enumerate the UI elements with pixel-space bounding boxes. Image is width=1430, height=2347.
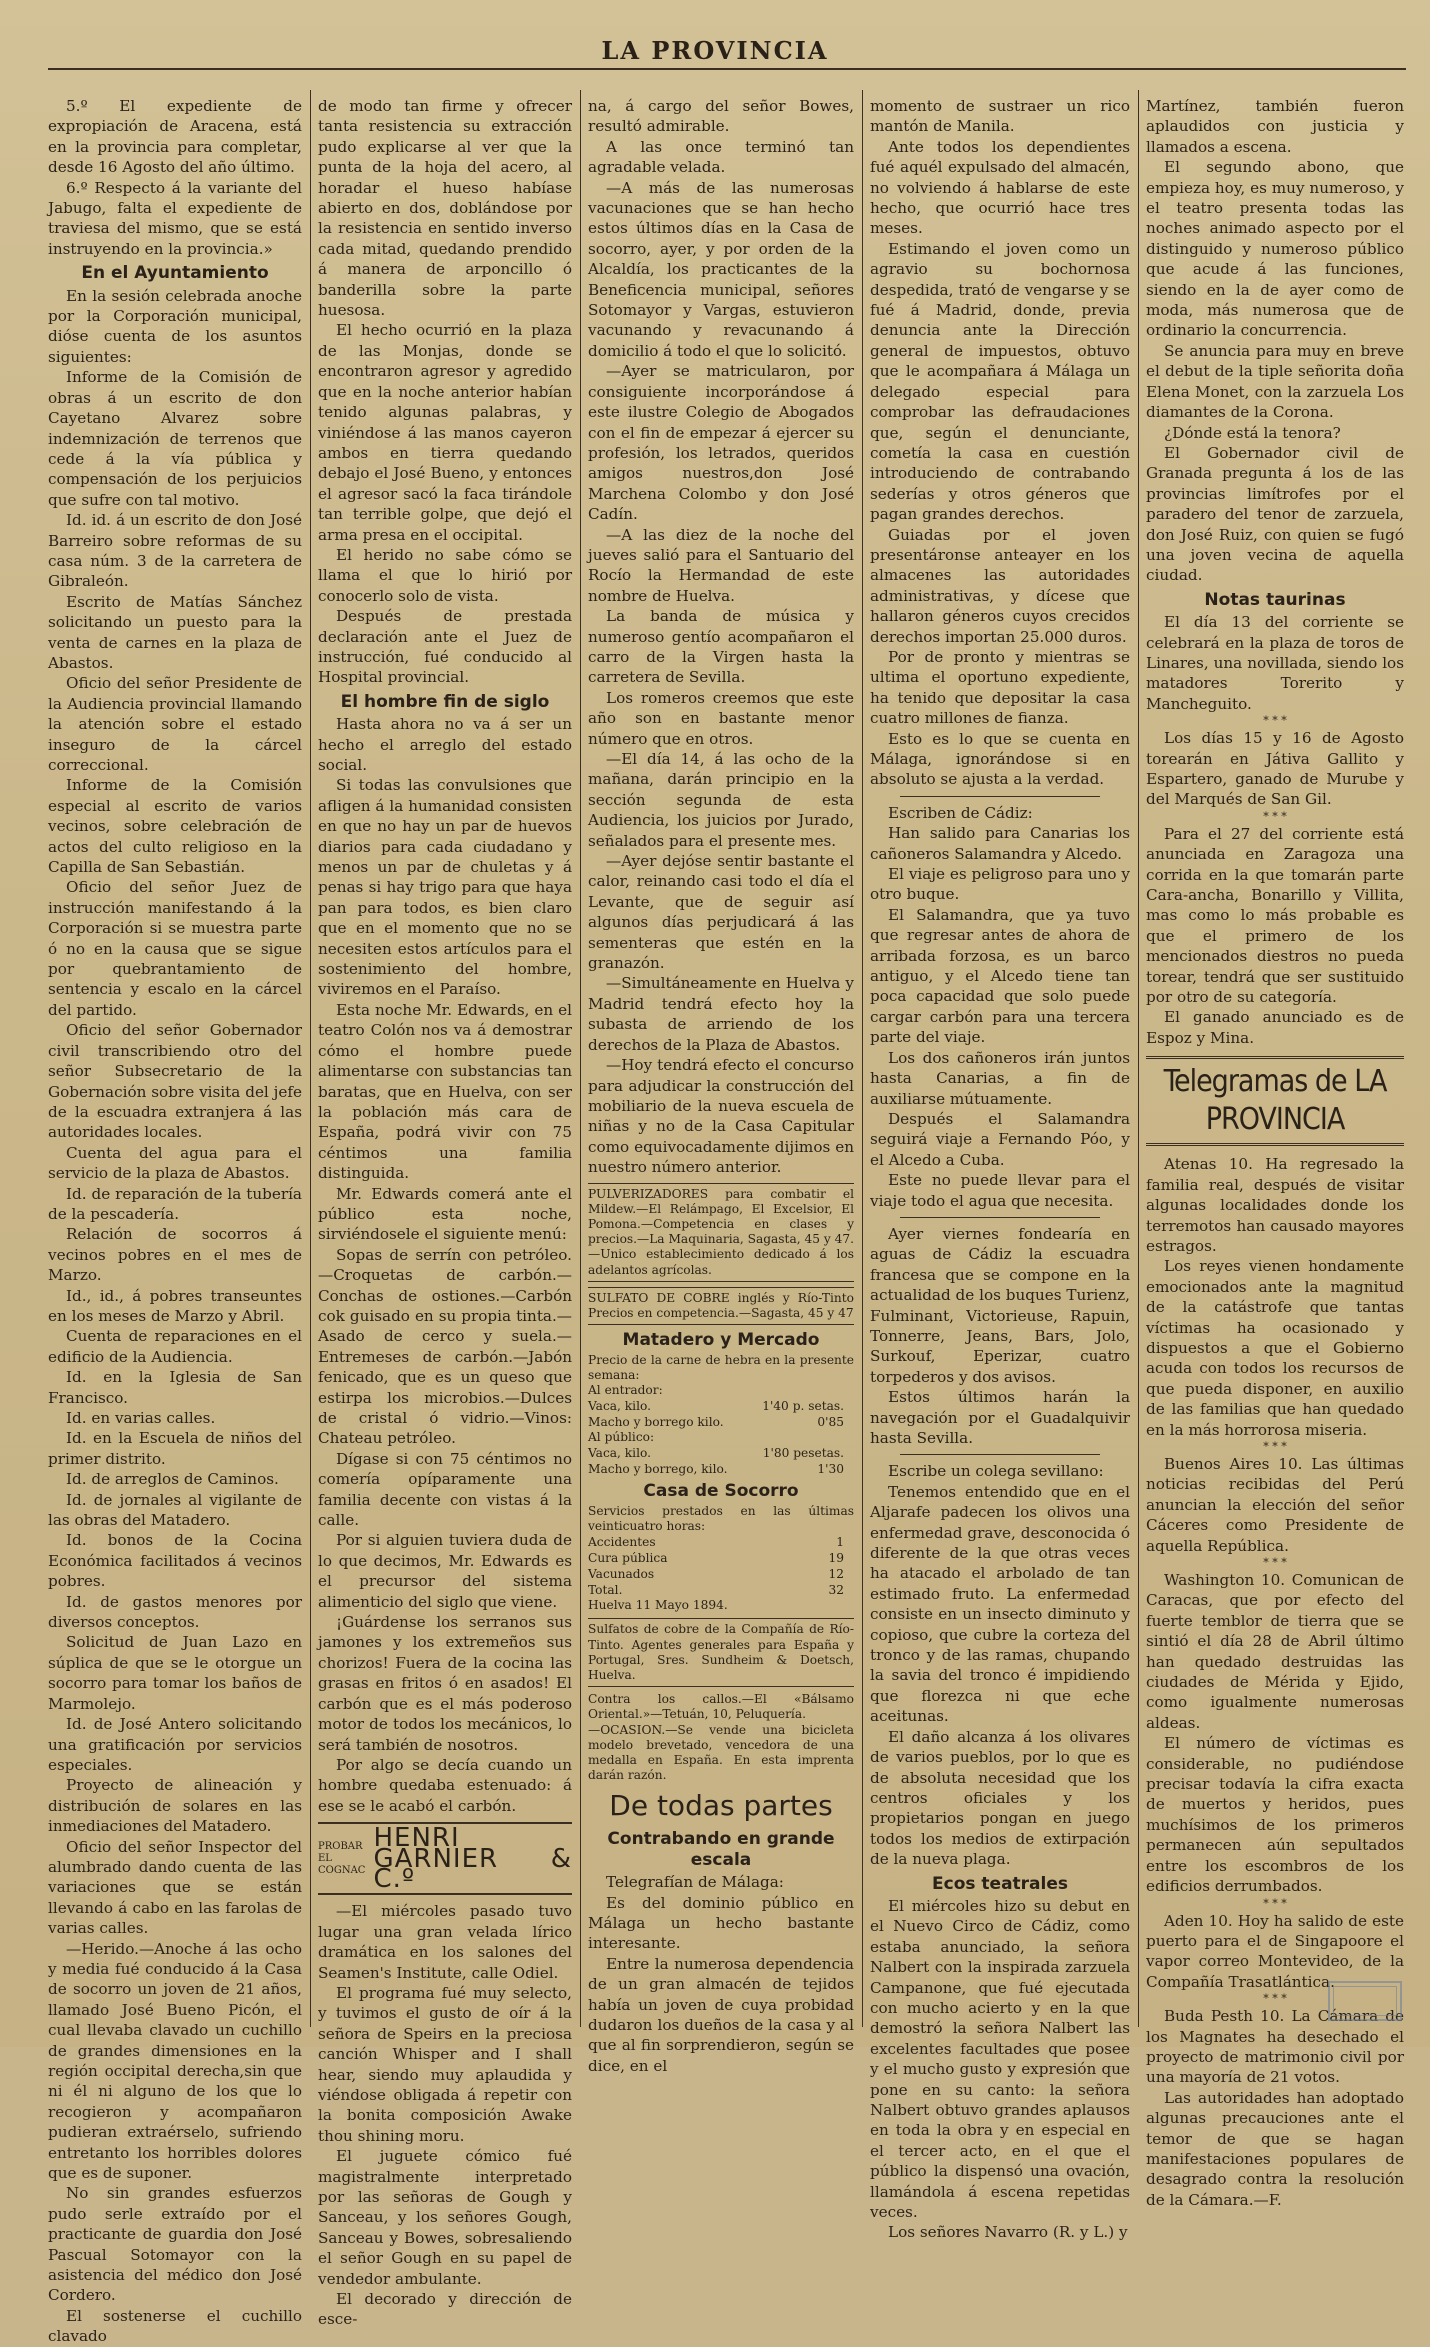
- advertisement: [588, 1287, 854, 1325]
- paragraph: Los dos cañoneros irán juntos hasta Canarias, a fin de auxiliarse mútuamente.: [870, 1048, 1130, 1108]
- notice-text: —OCASION.—Se vende una bicicleta modelo brevetado, vencedora de una medalla en España. En esta imprenta darán razón.: [588, 1722, 854, 1783]
- paragraph: La banda de música y numeroso gentío acompañaron el carro de la Virgen hasta la carretera de Sevilla.: [588, 607, 854, 687]
- section-title: De todas partes: [609, 1789, 833, 1823]
- ad-small-word: EL: [318, 1852, 332, 1864]
- price-row-line: [588, 1534, 854, 1550]
- paragraph: Washington 10. Comunican de Caracas, que por efecto del fuerte temblor de tierra que se sintió el día 28 de Abril último han quedado destruidas las ciudades de Mérida y Ejido, como igualmente numerosas aldeas.: [1146, 1571, 1404, 1732]
- row-value: 1'80 pesetas.: [762, 1446, 844, 1461]
- paragraph: Se anuncia para muy en breve el debut de la tiple señorita doña Elena Monet, con la zarzuela Los diamantes de la Corona.: [1146, 341, 1404, 422]
- cognac-advertisement: [318, 1822, 572, 1895]
- section-heading: En el Ayuntamiento: [81, 263, 269, 284]
- paragraph: Para el 27 del corriente está anunciada en Zaragoza una corrida en la que tomarán parte Cara-ancha, Bonarillo y Villita, mas como lo más probable es que el primero de los mencionados diestros no pueda torear, tendrá que ser sustituido por otro de su categoría.: [1146, 824, 1404, 1007]
- paragraph: Estimando el joven como un agravio su bochornosa despedida, trató de vengarse y se fué á Madrid, donde, previa denuncia ante la Dirección general de impuestos, obtuvo que le acompañara á Málaga un delegado especial para comprobar las defraudaciones que, según el denunciante, cometía la casa en cuestión introduciendo de contrabando sederías y otros géneros que pagan grandes derechos.: [870, 239, 1130, 524]
- row-value: 0'85: [817, 1415, 844, 1430]
- paragraph: Después el Salamandra seguirá viaje a Fernando Póo, y el Alcedo a Cuba.: [870, 1109, 1130, 1169]
- column-divider: [580, 90, 581, 2027]
- paragraph: El programa fué muy selecto, y tuvimos el gusto de oír á la señora de Speirs en la preciosa canción Whisper and I shall hear, siendo muy aplaudida y viéndose obligada á repetir con la bonita composición Awake thou shining moru.: [318, 1983, 572, 2145]
- masthead: LA PROVINCIA: [601, 36, 829, 65]
- paragraph: No sin grandes esfuerzos pudo serle extraído por el practicante de guardia don José Pascual Sotomayor con la asistencia del médico don José Cordero.: [48, 2184, 302, 2305]
- paragraph: —Ayer se matricularon, por consiguiente incorporándose á este ilustre Colegio de Abogados con el fin de empezar á ejercer su profesión, los letrados, queridos amigos nuestros,don José Marchena Colombo y don José Cadín.: [588, 362, 854, 524]
- row-label: Total.: [588, 1583, 623, 1598]
- column-3: [588, 96, 854, 2075]
- price-row: [588, 1445, 854, 1461]
- asterism: * * *: [1263, 1439, 1287, 1453]
- column-divider: [1138, 90, 1139, 2027]
- library-stamp: [1328, 1981, 1402, 2021]
- paragraph: Ayer viernes fondearía en aguas de Cádiz la escuadra francesa que se compone en la actualidad de los buques Turienz, Fulminant, Victorieuse, Rapuin, Tonnerre, Jeans, Bars, Jolo, Surkouf, Eperizar, cuatro torpederos y dos avisos.: [870, 1224, 1130, 1386]
- paragraph: Por de pronto y mientras se ultima el oportuno expediente, ha tenido que depositar la casa cuatro millones de fianza.: [870, 647, 1130, 728]
- row-value: 1: [836, 1535, 844, 1550]
- ad-text: PULVERIZADORES para combatir el Mildew.—El Relámpago, El Excelsior, El Pomona.—Competencia en clases y precios.—La Maquinaria, Sagasta, 45 y 47.—Unico establecimiento dedicado á los adelantos agrícolas.: [588, 1186, 854, 1277]
- asterism: * * *: [1263, 809, 1287, 823]
- column-5: [1146, 96, 1404, 2209]
- telegram-banner: Telegramas de LA PROVINCIA: [1146, 1056, 1404, 1146]
- paragraph: Id. bonos de la Cocina Económica facilitados á vecinos pobres.: [48, 1531, 302, 1591]
- row-value: 32: [828, 1583, 844, 1598]
- row-label: Accidentes: [588, 1535, 656, 1550]
- paragraph: Después de prestada declaración ante el Juez de instrucción, fué conducido al Hospital provincial.: [318, 607, 572, 687]
- paragraph: Por algo se decía cuando un hombre quedaba estenuado: á ese se le acabó el carbón.: [318, 1755, 572, 1815]
- ad-brand-name: HENRI GARNIER & C.º: [373, 1823, 572, 1894]
- paragraph-continued: na, á cargo del señor Bowes, resultó admirable.: [588, 97, 854, 136]
- asterism: * * *: [1263, 1896, 1287, 1910]
- notice-text: Huelva 11 Mayo 1894.: [588, 1598, 728, 1613]
- paragraph: Escrito de Matías Sánchez solicitando un puesto para la venta de carnes en la plaza de Abastos.: [48, 592, 302, 672]
- paragraph: Atenas 10. Ha regresado la familia real, después de visitar algunas localidades donde los terremotos han causado mayores estragos.: [1146, 1155, 1404, 1255]
- ad-text: Sulfatos de cobre de la Compañía de Río-Tinto. Agentes generales para España y Portugal, Sres. Sundheim & Doetsch, Huelva.: [588, 1622, 854, 1682]
- advertisement: [588, 1618, 854, 1687]
- paragraph: El viaje es peligroso para uno y otro buque.: [870, 865, 1130, 904]
- paragraph: —Herido.—Anoche á las ocho y media fué conducido á la Casa de socorro un joven de 21 años, llamado José Bueno Picón, el cual llevaba clavado un cuchillo de grandes dimensiones en la región occipital derecha,sin que ni él ni alguno de los que lo recogieron y acompañaron pudieran extraérselo, sufriendo entretanto los horribles dolores que es de suponer.: [48, 1939, 302, 2183]
- row-value: 12: [828, 1567, 844, 1582]
- paragraph: Estos últimos harán la navegación por el Guadalquivir hasta Sevilla.: [870, 1388, 1130, 1447]
- asterism: * * *: [1263, 1992, 1287, 2006]
- asterism: * * *: [1263, 714, 1287, 728]
- paragraph: ¡Guárdense los serranos sus jamones y los extremeños sus chorizos! Fuera de la cocina las grasas en fritos ó en asados! El carbón que es el más poderoso motor de todos los mecánicos, lo será también de nosotros.: [318, 1613, 572, 1754]
- paragraph: Escriben de Cádiz:: [888, 803, 1033, 822]
- price-row: [588, 1582, 854, 1598]
- paragraph: Dígase si con 75 céntimos no comería opíparamente una familia decente con vistas á la calle.: [318, 1449, 572, 1530]
- section-heading: Casa de Socorro: [643, 1481, 799, 1502]
- paragraph: El miércoles hizo su debut en el Nuevo Circo de Cádiz, como estaba anunciado, la señora Nalbert con la inspirada zarzuela Campanone, que fué ejecutada con mucho acierto y en la que demostró la señora Nalbert las excelentes facultades que posee y el mucho gusto y expresión que pone en su canto: la señora Nalbert obtuvo grandes aplausos en toda la obra y en especial en el tercer acto, en el que el público la dispensó una ovación, llamándola á escena repetidas veces.: [870, 1896, 1130, 2222]
- paragraph: —Simultáneamente en Huelva y Madrid tendrá efecto hoy la subasta de arriendo de los derechos de la Plaza de Abastos.: [588, 974, 854, 1054]
- paragraph: Los señores Navarro (R. y L.) y: [888, 2223, 1128, 2242]
- paragraph-continued: momento de sustraer un rico mantón de Manila.: [870, 97, 1130, 136]
- section-heading: El hombre fin de siglo: [340, 691, 550, 712]
- row-label: Vacunados: [588, 1567, 655, 1582]
- paragraph: Informe de la Comisión de obras á un escrito de don Cayetano Alvarez sobre indemnización de terrenos que cede á la vía pública y compensación de los perjuicios que sufre con tal motivo.: [48, 368, 302, 509]
- paragraph: El número de víctimas es considerable, no pudiéndose precisar todavía la cifra exacta de muertos y heridos, pues muchísimos de los primeros permanecen aún sepultados entre los escombros de los edificios derrumbados.: [1146, 1734, 1404, 1896]
- paragraph: En la sesión celebrada anoche por la Corporación municipal, dióse cuenta de los asuntos siguientes:: [48, 286, 302, 366]
- price-row-line: [588, 1445, 854, 1461]
- price-row: [588, 1534, 854, 1550]
- paragraph: Telegrafían de Málaga:: [606, 1873, 784, 1892]
- paragraph: Esto es lo que se cuenta en Málaga, ignorándose si en absoluto se ajusta a la verdad.: [870, 729, 1130, 789]
- paragraph: Entre la numerosa dependencia de un gran almacén de tejidos había un joven de cuya probidad dudaron los dueños de la casa y al que al fin sorprendieron, según se dice, en el: [588, 1954, 854, 2075]
- paragraph: Han salido para Canarias los cañoneros Salamandra y Alcedo.: [870, 824, 1130, 863]
- ad-small-label: [318, 1841, 365, 1877]
- paragraph: Oficio del señor Juez de instrucción manifestando á la Corporación si se muestra parte ó no en la causa que se sigue por quebrantamiento de sentencia y escalo en la cárcel del partido.: [48, 878, 302, 1019]
- paragraph: 5.º El expediente de expropiación de Aracena, está en la provincia para completar, desde 16 Agosto del año último.: [48, 97, 302, 177]
- paragraph: El segundo abono, que empieza hoy, es muy numeroso, y el teatro presenta todas las noches animado aspecto por el distinguido y numeroso público que acude á las funciones, siendo en la de ayer como de moda, más numerosa que de ordinario la concurrencia.: [1146, 158, 1404, 340]
- notice-text: Al entrador:: [588, 1382, 663, 1397]
- column-4: [870, 96, 1130, 2242]
- section-heading: Ecos teatrales: [932, 1873, 1068, 1894]
- paragraph: Id. de reparación de la tubería de la pescadería.: [48, 1184, 302, 1223]
- paragraph: Los reyes vienen hondamente emocionados ante la magnitud de la catástrofe que tantas víctimas ha ocasionado y dispuestos a que el Gobierno acuda con todos los recursos de que pueda disponer, en auxilio de las familias que han quedado en la más horrorosa miseria.: [1146, 1257, 1404, 1439]
- row-label: Vaca, kilo.: [588, 1399, 651, 1414]
- paragraph: El hecho ocurrió en la plaza de las Monjas, donde se encontraron agresor y agredido que en la noche anterior habían tenido algunas palabras, y viniéndose á las manos cayeron ambos en tierra quedando debajo el José Bueno, y entonces el agresor sacó la faca tirándole tan terrible golpe, que dejó el arma presa en el occipital.: [318, 321, 572, 544]
- column-2: [318, 96, 572, 2329]
- paragraph: Id. de arreglos de Caminos.: [66, 1470, 279, 1489]
- price-row-line: [588, 1461, 854, 1477]
- paragraph: Id. en varias calles.: [66, 1409, 216, 1427]
- paragraph: Ante todos los dependientes fué aquél expulsado del almacén, no volviendo á hablarse de este hecho, que ocurrió hace tres meses.: [870, 137, 1130, 238]
- price-row: [588, 1414, 854, 1430]
- separator-rule: [900, 1454, 1100, 1455]
- column-1: [48, 96, 302, 2346]
- paragraph: Cuenta del agua para el servicio de la plaza de Abastos.: [48, 1143, 302, 1183]
- column-divider: [862, 90, 863, 2027]
- paragraph: El día 13 del corriente se celebrará en la plaza de toros de Linares, una novillada, siendo los matadores Torerito y Mancheguito.: [1146, 613, 1404, 713]
- column-divider: [310, 90, 311, 2027]
- paragraph: Esta noche Mr. Edwards, en el teatro Colón nos va á demostrar cómo el hombre puede alimentarse con substancias tan baratas, que en Huelva, con ser la población más cara de España, podrá vivir con 75 céntimos una familia distinguida.: [318, 1000, 572, 1183]
- separator-rule: [900, 796, 1100, 797]
- paragraph-continued: Martínez, también fueron aplaudidos con justicia y llamados a escena.: [1146, 97, 1404, 156]
- paragraph: Id. de gastos menores por diversos conceptos.: [48, 1592, 302, 1632]
- paragraph: Este no puede llevar para el viaje todo el agua que necesita.: [870, 1171, 1130, 1210]
- asterism: * * *: [1263, 1556, 1287, 1569]
- paragraph: —A más de las numerosas vacunaciones que se han hecho estos últimos días en la Casa de socorro, ayer, y por orden de la Alcaldía, los practicantes de la Beneficencia municipal, señores Sotomayor y Vargas, estuvieron vacunando y revacunando á domicilio á todo el que lo solicitó.: [588, 178, 854, 360]
- row-label: Cura pública: [588, 1551, 668, 1566]
- paragraph: Hasta ahora no va á ser un hecho el arreglo del estado social.: [318, 715, 572, 774]
- paragraph: Id. de jornales al vigilante de las obras del Matadero.: [48, 1490, 302, 1530]
- paragraph: Informe de la Comisión especial al escrito de varios vecinos, sobre celebración de actos del culto religioso en la Capilla de San Sebastián.: [48, 776, 302, 877]
- notice-text: Contra los callos.—El «Bálsamo Oriental.»—Tetuán, 10, Peluquería.: [588, 1692, 854, 1722]
- paragraph: Proyecto de alineación y distribución de solares en las inmediaciones del Matadero.: [48, 1776, 302, 1836]
- section-heading: Contrabando en grande escala: [607, 1829, 835, 1870]
- notice-text: Precio de la carne de hebra en la presente semana:: [588, 1352, 854, 1382]
- ad-text: SULFATO DE COBRE inglés y Río-Tinto Precios en competencia.—Sagasta, 45 y 47: [588, 1290, 854, 1320]
- notice-text: Servicios prestados en las últimas veinticuatro horas:: [588, 1503, 854, 1533]
- ad-small-word: COGNAC: [318, 1864, 366, 1876]
- section-heading: Notas taurinas: [1204, 589, 1346, 610]
- paragraph: Es del dominio público en Málaga un hecho bastante interesante.: [588, 1893, 854, 1953]
- paragraph: —El día 14, á las ocho de la mañana, darán principio en la sección segunda de esta Audiencia, los juicios por Jurado, señalados para el presente mes.: [588, 750, 854, 850]
- top-rule: [48, 68, 1406, 70]
- paragraph: Id. de José Antero solicitando una gratificación por servicios especiales.: [48, 1715, 302, 1774]
- advertisement: [588, 1183, 854, 1282]
- price-row-line: [588, 1398, 854, 1414]
- paragraph: Guiadas por el joven presentáronse anteayer en los almacenes las autoridades administrativas, y dícese que hallaron géneros cuyos crecidos derechos importan 25.000 duros.: [870, 525, 1130, 646]
- paragraph: ¿Dónde está la tenora?: [1164, 423, 1341, 442]
- notice-text: Al público:: [588, 1430, 655, 1445]
- paragraph: Por si alguien tuviera duda de lo que decimos, Mr. Edwards es el precursor del sistema alimenticio del siglo que viene.: [318, 1531, 572, 1611]
- paragraph: Las autoridades han adoptado algunas precauciones ante el temor de que se hagan manifestaciones populares de desagrado contra la resolución de la Cámara.—F.: [1146, 2088, 1404, 2209]
- paragraph: El daño alcanza á los olivares de varios pueblos, por lo que es de absoluta necesidad que los centros oficiales y los propietarios pongan en juego todos los medios de extirpación de la nueva plaga.: [870, 1727, 1130, 1869]
- paragraph: —Hoy tendrá efecto el concurso para adjudicar la construcción del mobiliario de la nueva escuela de niñas y no de la Casa Capitular como equivocadamente dijimos en nuestro número anterior.: [588, 1056, 854, 1177]
- paragraph: A las once terminó tan agradable velada.: [588, 137, 854, 177]
- separator-rule: [900, 1217, 1100, 1218]
- paragraph: 6.º Respecto á la variante del Jabugo, falta el expediente de traviesa del mismo, que se está instruyendo en la provincia.»: [48, 178, 302, 258]
- row-label: Macho y borrego kilo.: [588, 1415, 724, 1430]
- section-heading: Matadero y Mercado: [622, 1330, 820, 1351]
- ad-small-word: PROBAR: [318, 1840, 363, 1852]
- paragraph: Solicitud de Juan Lazo en súplica de que se le otorgue un socorro para tomar los baños de Marmolejo.: [48, 1633, 302, 1713]
- paragraph: Escribe un colega sevillano:: [888, 1462, 1104, 1481]
- paragraph: Tenemos entendido que en el Aljarafe padecen los olivos una enfermedad grave, desconocida ó diferente de la que otras veces ha atacado el arbolado de tan estimado fruto. La enfermedad consiste en un insecto diminuto y copioso, que cubre la corteza del tronco y de las ramas, chupando la savia del tronco é impidiendo que florezca ni que eche aceitunas.: [870, 1482, 1130, 1726]
- price-row: [588, 1566, 854, 1582]
- row-value: 1'30: [817, 1462, 844, 1477]
- paragraph: Id. id. á un escrito de don José Barreiro sobre reformas de su casa núm. 3 de la carretera de Gibraleón.: [48, 511, 302, 591]
- paragraph: Mr. Edwards comerá ante el público esta noche, sirviéndosele el siguiente menú:: [318, 1184, 572, 1244]
- price-row: [588, 1461, 854, 1477]
- paragraph: —Ayer dejóse sentir bastante el calor, reinando casi todo el día el Levante, que de seguir así algunos días perjudicará á las sementeras que estén en la granazón.: [588, 852, 854, 973]
- paragraph: Id., id., á pobres transeuntes en los meses de Marzo y Abril.: [48, 1286, 302, 1325]
- paragraph: El herido no sabe cómo se llama el que lo hirió por conocerlo solo de vista.: [318, 545, 572, 605]
- row-label: Macho y borrego, kilo.: [588, 1462, 728, 1477]
- price-row: [588, 1398, 854, 1414]
- paragraph: Si todas las convulsiones que afligen á la humanidad consisten en que no hay un par de huevos diarios para cada ciudadano y menos un par de chuletas y á penas si hay trigo para que haya pan para todos, es bien claro que en el momento que no se necesiten estos artículos para el sostenimiento del hombre, viviremos en el Paraíso.: [318, 776, 572, 999]
- row-value: 1'40 p. setas.: [762, 1399, 844, 1414]
- paragraph: Relación de socorros á vecinos pobres en el mes de Marzo.: [48, 1225, 302, 1285]
- paragraph: El ganado anunciado es de Espoz y Mina.: [1146, 1008, 1404, 1047]
- price-row-line: [588, 1414, 854, 1430]
- paragraph: El Salamandra, que ya tuvo que regresar antes de ahora de arribada forzosa, es un barco antiguo, y el Alcedo tiene tan poca capacidad que solo puede cargar carbón para una tercera parte del viaje.: [870, 905, 1130, 1047]
- price-row-line: [588, 1582, 854, 1598]
- paragraph: El decorado y dirección de esce-: [318, 2290, 572, 2329]
- row-value: 19: [828, 1551, 844, 1566]
- paragraph: Cuenta de reparaciones en el edificio de la Audiencia.: [48, 1327, 302, 1366]
- paragraph: Oficio del señor Inspector del alumbrado dando cuenta de las variaciones que se están llevando á cabo en las farolas de varias calles.: [48, 1837, 302, 1938]
- paragraph: Id. en la Iglesia de San Francisco.: [48, 1368, 302, 1407]
- price-row-line: [588, 1566, 854, 1582]
- paragraph: Aden 10. Hoy ha salido de este puerto para el de Singapoore el vapor correo Montevideo, de la Compañía Trasatlántica.: [1146, 1911, 1404, 1991]
- paragraph: Id. en la Escuela de niños del primer distrito.: [48, 1429, 302, 1468]
- paragraph: Los días 15 y 16 de Agosto torearán en Játiva Gallito y Espartero, ganado de Murube y del Marqués de San Gil.: [1146, 729, 1404, 809]
- row-label: Vaca, kilo.: [588, 1446, 651, 1461]
- paragraph: El juguete cómico fué magistralmente interpretado por las señoras de Gough y Sanceau, y los señores Gough, Sanceau y Bowes, sobresaliendo el señor Gough en su papel de vendedor ambulante.: [318, 2147, 572, 2288]
- price-row-line: [588, 1550, 854, 1566]
- price-row: [588, 1550, 854, 1566]
- paragraph: Sopas de serrín con petróleo.—Croquetas de carbón.—Conchas de ostiones.—Carbón cok guisado en su propia tinta.—Asado de cerco y suela.—Entremeses de carbón.—Jabón fenicado, que es un queso que estirpa los microbios.—Dulces de cristal ó vidrio.—Vinos: Chateau petróleo.: [318, 1245, 572, 1448]
- paragraph: Oficio del señor Gobernador civil transcribiendo otro del señor Subsecretario de la Gobernación sobre visita del jefe de la escuadra extranjera á las autoridades locales.: [48, 1021, 302, 1142]
- paragraph: —A las diez de la noche del jueves salió para el Santuario del Rocío la Hermandad de este nombre de Huelva.: [588, 525, 854, 605]
- paragraph: Buenos Aires 10. Las últimas noticias recibidas del Perú anuncian la elección del señor Cáceres como Presidente de aquella República.: [1146, 1454, 1404, 1555]
- paragraph: El Gobernador civil de Granada pregunta á los de las provincias limítrofes por el paradero del tenor de zarzuela, don José Ruiz, con quien se fugó una joven vecina de aquella ciudad.: [1146, 443, 1404, 585]
- paragraph: Oficio del señor Presidente de la Audiencia provincial llamando la atención sobre el estado inseguro de la cárcel correccional.: [48, 674, 302, 774]
- paragraph: Los romeros creemos que este año son en bastante menor número que en otros.: [588, 688, 854, 748]
- paragraph: El sostenerse el cuchillo clavado: [48, 2306, 302, 2346]
- paragraph: —El miércoles pasado tuvo lugar una gran velada lírico dramática en los salones del Seamen's Institute, calle Odiel.: [318, 1902, 572, 1982]
- paragraph-continued: de modo tan firme y ofrecer tanta resistencia su extracción pudo explicarse al ver que la punta de la hoja del acero, al horadar el hueso habíase abierto en dos, doblándose por la resistencia en sentido inverso cada mitad, quedando prendido á manera de arponcillo ó banderilla sobre la parte huesosa.: [318, 97, 572, 320]
- paragraph: Buda Pesth 10. La Cámara de los Magnates ha desechado el proyecto de matrimonio civil por una mayoría de 21 votos.: [1146, 2007, 1404, 2087]
